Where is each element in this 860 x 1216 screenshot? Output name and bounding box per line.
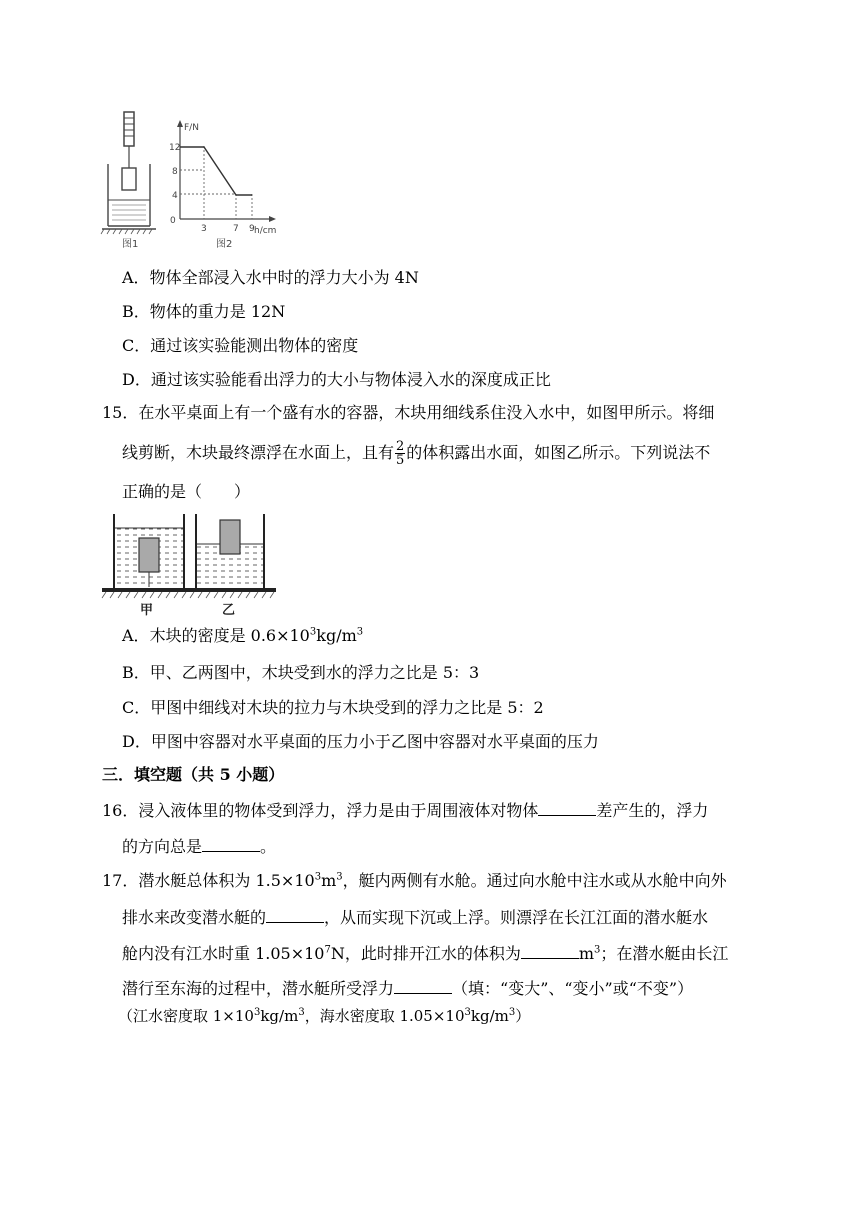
- q17-line1: 17．潜水艇总体积为 $1.5\times 10^3m^3$，艇内两侧有水舱。通过向水舱中注水或从水舱中向外: [102, 871, 727, 890]
- force-curve: [180, 147, 252, 195]
- section-three-title: 三．填空题（共 5 小题）: [102, 765, 285, 784]
- q16-line2: 的方向总是 。: [122, 834, 276, 859]
- q14-option-a: A．物体全部浸入水中时的浮力大小为 4N: [122, 268, 419, 287]
- force-depth-graph: [169, 120, 276, 250]
- origin-label: 0: [170, 216, 176, 226]
- x-tick-9: 9: [249, 224, 255, 234]
- q17-blank-3[interactable]: [394, 976, 452, 994]
- two-fifths-fraction: $\frac{2}{5}$: [396, 439, 405, 468]
- x-tick-3: 3: [201, 224, 207, 234]
- q14-option-b: B．物体的重力是 12N: [122, 302, 286, 321]
- q17-line2: 排水来改变潜水艇的 ，从而实现下沉或上浮。则漂浮在长江江面的潜水艇水: [122, 905, 708, 930]
- fig2-label: 图2: [216, 239, 233, 250]
- q15-stem-line2: 线剪断，木块最终漂浮在水面上，且有 $\frac{2}{5}$ 的体积露出水面，如图乙所示。下列说法不: [122, 439, 711, 468]
- q16-blank-2[interactable]: [202, 834, 260, 852]
- q17-blank-2[interactable]: [521, 941, 579, 959]
- q14-figure: [100, 108, 290, 250]
- q15-stem-line1: 15．在水平桌面上有一个盛有水的容器，木块用细线系住没入水中，如图甲所示。将细: [102, 403, 715, 422]
- q17-blank-1[interactable]: [266, 905, 324, 923]
- y-axis-label: F/N: [184, 123, 199, 133]
- q16-line1: 16．浸入液体里的物体受到浮力，浮力是由于周围液体对物体 差产生的，浮力: [102, 798, 708, 823]
- q15-option-b: B．甲、乙两图中，木块受到水的浮力之比是 5：3: [122, 663, 480, 682]
- container-jia: [114, 514, 184, 588]
- q15-option-c: C．甲图中细线对木块的拉力与木块受到的浮力之比是 5：2: [122, 698, 544, 717]
- y-tick-4: 4: [172, 191, 178, 201]
- q15-stem-line3: 正确的是（ ）: [122, 482, 251, 501]
- x-axis-label: h/cm: [254, 226, 277, 236]
- q17-line5: （江水密度取 $1\times 10^3kg/m^3$，海水密度取 $1.05\times 10^3kg/m^3$）: [118, 1007, 531, 1025]
- fig-label-yi: 乙: [222, 603, 236, 618]
- q15-option-a: A．木块的密度是 $0.6\times 10^3kg/m^3$: [122, 626, 364, 645]
- y-tick-8: 8: [172, 167, 178, 177]
- q17-line4: 潜行至东海的过程中，潜水艇所受浮力 （填：“变大”、“变小”或“不变”）: [122, 976, 693, 1001]
- y-tick-12: 12: [169, 143, 181, 153]
- x-tick-7: 7: [233, 224, 239, 234]
- q14-option-d: D．通过该实验能看出浮力的大小与物体浸入水的深度成正比: [122, 370, 551, 389]
- fig-label-jia: 甲: [140, 603, 154, 618]
- q17-line3: 舱内没有江水时重 $1.05\times 10^7N$，此时排开江水的体积为 $m^3$；在潜水艇由长江: [122, 941, 728, 966]
- fig1-label: 图1: [122, 239, 139, 250]
- q15-figure: [100, 508, 280, 620]
- q14-option-c: C．通过该实验能测出物体的密度: [122, 336, 359, 355]
- q16-blank-1[interactable]: [538, 798, 596, 816]
- spring-scale-beaker-diagram: [101, 112, 156, 250]
- q15-option-d: D．甲图中容器对水平桌面的压力小于乙图中容器对水平桌面的压力: [122, 732, 599, 751]
- container-yi: [196, 514, 264, 588]
